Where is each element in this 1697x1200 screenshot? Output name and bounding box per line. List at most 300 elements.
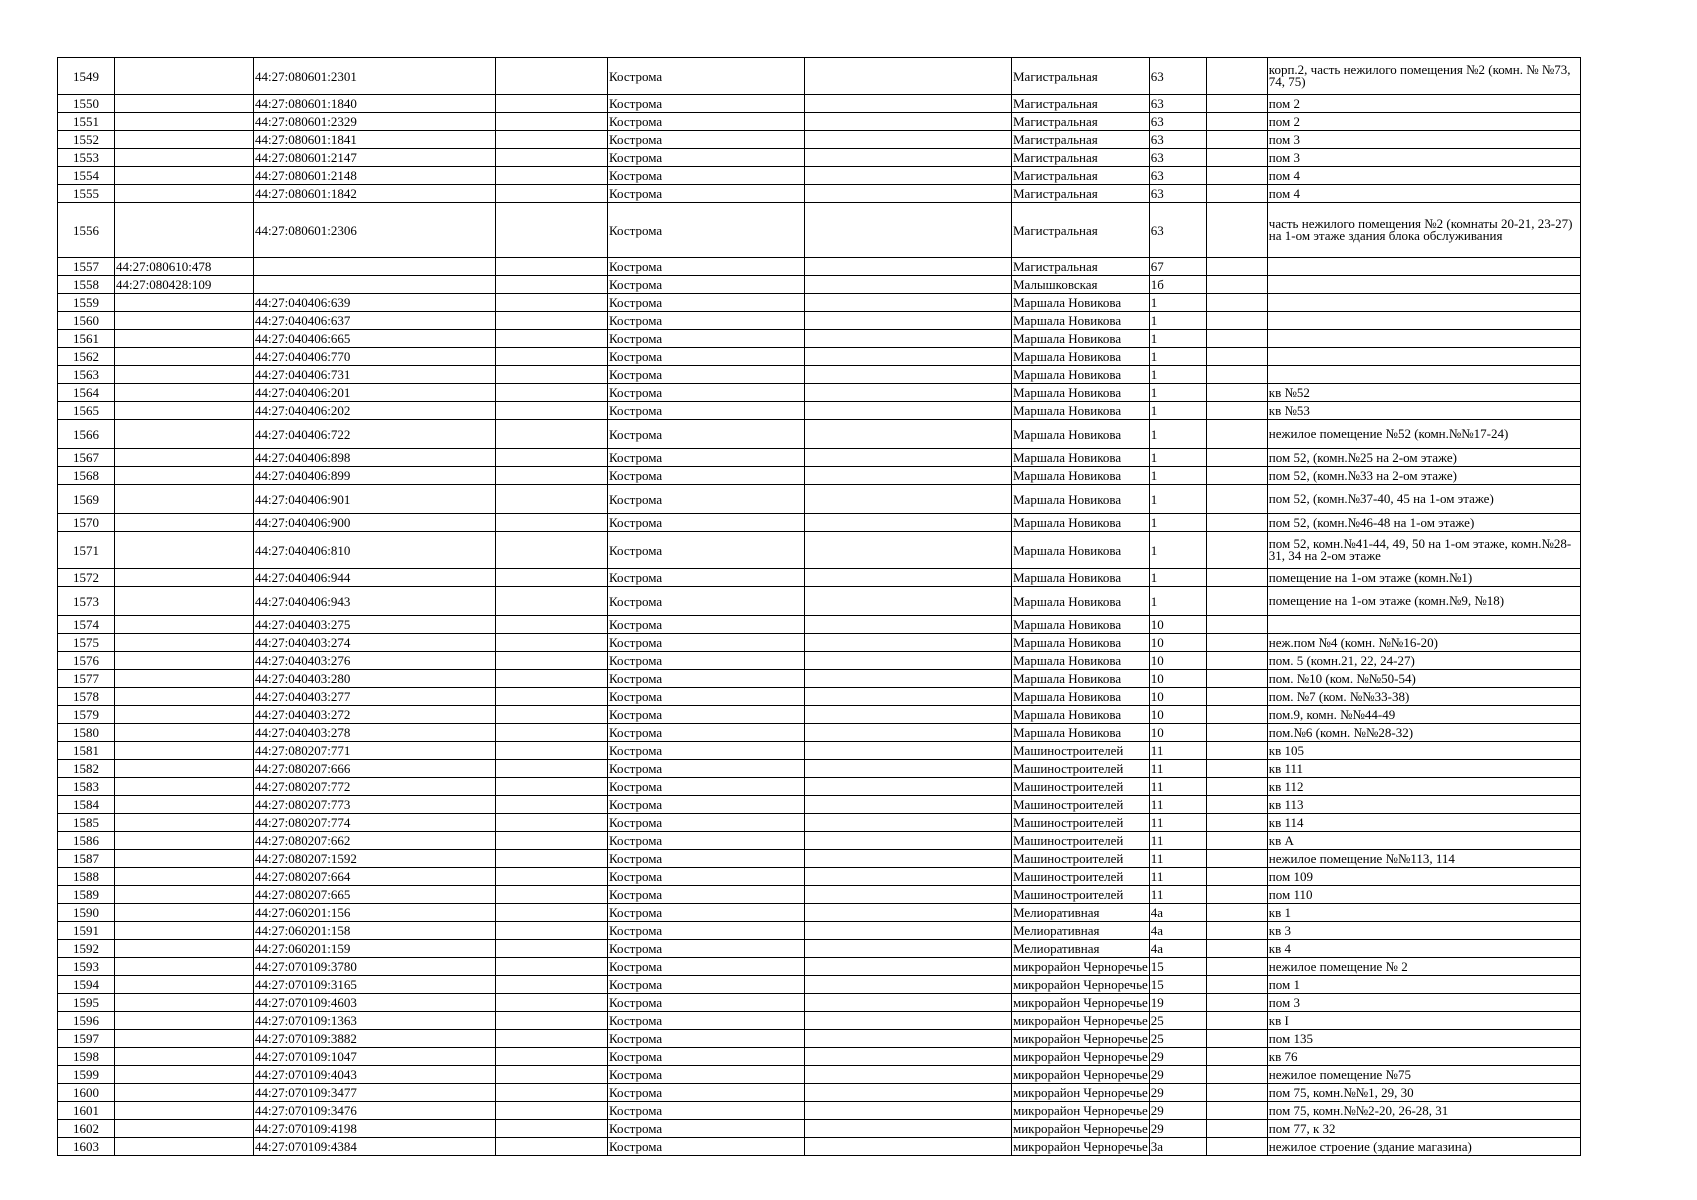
empty-cell: [805, 467, 1012, 485]
empty-cell: [1206, 366, 1267, 384]
note-cell: кв А: [1267, 832, 1580, 850]
empty-cell: [496, 330, 608, 348]
note-cell: пом 3: [1267, 994, 1580, 1012]
note-cell: пом 109: [1267, 868, 1580, 886]
city-cell: Кострома: [608, 532, 805, 569]
table-row: [58, 587, 1581, 616]
house-cell: 63: [1149, 203, 1206, 258]
empty-cell: [496, 294, 608, 312]
street-cell: Маршала Новикова: [1012, 294, 1150, 312]
street-cell: Маршала Новикова: [1012, 688, 1150, 706]
empty-cell: [1206, 1048, 1267, 1066]
empty-cell: [805, 485, 1012, 514]
city-cell: Кострома: [608, 760, 805, 778]
empty-cell: [1206, 113, 1267, 131]
land-cadastral-cell: [115, 1012, 254, 1030]
street-cell: Маршала Новикова: [1012, 312, 1150, 330]
cadastral-number-cell: 44:27:070109:3780: [254, 958, 496, 976]
note-cell: пом 75, комн.№№2-20, 26-28, 31: [1267, 1102, 1580, 1120]
city-cell: Кострома: [608, 688, 805, 706]
house-cell: 1: [1149, 294, 1206, 312]
house-cell: 1: [1149, 348, 1206, 366]
empty-cell: [496, 652, 608, 670]
note-cell: [1267, 330, 1580, 348]
note-cell: пом.№6 (комн. №№28-32): [1267, 724, 1580, 742]
empty-cell: [1206, 330, 1267, 348]
empty-cell: [496, 940, 608, 958]
note-cell: пом 4: [1267, 167, 1580, 185]
row-number-cell: 1563: [58, 366, 115, 384]
land-cadastral-cell: [115, 760, 254, 778]
row-number-cell: 1561: [58, 330, 115, 348]
city-cell: Кострома: [608, 258, 805, 276]
street-cell: микрорайон Черноречье: [1013, 1121, 1148, 1136]
house-cell: 10: [1149, 616, 1206, 634]
land-cadastral-cell: [115, 1030, 254, 1048]
note-cell: помещение на 1-ом этаже (комн.№1): [1267, 569, 1580, 587]
table-row: [58, 1012, 1581, 1030]
table-row: [58, 294, 1581, 312]
empty-cell: [1206, 276, 1267, 294]
cadastral-number-cell: 44:27:080207:665: [254, 886, 496, 904]
empty-cell: [1206, 976, 1267, 994]
cadastral-number-cell: 44:27:060201:159: [254, 940, 496, 958]
land-cadastral-cell: [115, 670, 254, 688]
table-row: [58, 688, 1581, 706]
city-cell: Кострома: [608, 1048, 805, 1066]
table-row: [58, 258, 1581, 276]
table-row: [58, 1048, 1581, 1066]
street-cell: Маршала Новикова: [1012, 348, 1150, 366]
cadastral-number-cell: 44:27:070109:3165: [254, 976, 496, 994]
row-number-cell: 1558: [58, 276, 115, 294]
empty-cell: [496, 467, 608, 485]
row-number-cell: 1574: [58, 616, 115, 634]
empty-cell: [805, 514, 1012, 532]
city-cell: Кострома: [608, 1066, 805, 1084]
land-cadastral-cell: [115, 778, 254, 796]
row-number-cell: 1571: [58, 532, 115, 569]
street-cell: Маршала Новикова: [1012, 532, 1150, 569]
table-row: [58, 634, 1581, 652]
empty-cell: [496, 634, 608, 652]
note-cell: кв 105: [1267, 742, 1580, 760]
city-cell: Кострома: [608, 814, 805, 832]
house-cell: 15: [1149, 976, 1206, 994]
empty-cell: [805, 1066, 1012, 1084]
street-cell: микрорайон Черноречье: [1013, 977, 1148, 992]
empty-cell: [496, 994, 608, 1012]
empty-cell: [1206, 58, 1267, 95]
cadastral-number-cell: 44:27:080601:1842: [254, 185, 496, 203]
land-cadastral-cell: [115, 1102, 254, 1120]
empty-cell: [805, 294, 1012, 312]
cadastral-number-cell: 44:27:040406:899: [254, 467, 496, 485]
city-cell: Кострома: [608, 976, 805, 994]
empty-cell: [1206, 670, 1267, 688]
land-cadastral-cell: [115, 449, 254, 467]
street-cell: Машиностроителей: [1012, 814, 1150, 832]
empty-cell: [496, 1138, 608, 1156]
street-cell: Маршала Новикова: [1012, 569, 1150, 587]
note-cell: кв I: [1267, 1012, 1580, 1030]
street-cell: Маршала Новикова: [1012, 485, 1150, 514]
street-cell: микрорайон Черноречье: [1013, 1103, 1148, 1118]
empty-cell: [1206, 1030, 1267, 1048]
house-cell: 1: [1149, 514, 1206, 532]
street-cell: Магистральная: [1012, 95, 1150, 113]
row-number-cell: 1569: [58, 485, 115, 514]
cadastral-number-cell: 44:27:070109:4603: [254, 994, 496, 1012]
note-cell: пом. 5 (комн.21, 22, 24-27): [1267, 652, 1580, 670]
empty-cell: [805, 814, 1012, 832]
empty-cell: [805, 312, 1012, 330]
empty-cell: [805, 652, 1012, 670]
house-cell: 63: [1149, 95, 1206, 113]
table-row: [58, 940, 1581, 958]
house-cell: 4а: [1149, 940, 1206, 958]
land-cadastral-cell: [115, 724, 254, 742]
empty-cell: [1206, 886, 1267, 904]
house-cell: 10: [1149, 688, 1206, 706]
table-row: [58, 742, 1581, 760]
note-cell: часть нежилого помещения №2 (комнаты 20-21, 23-27) на 1-ом этаже здания блока обслуживания: [1267, 203, 1580, 258]
note-cell: пом 75, комн.№№1, 29, 30: [1267, 1084, 1580, 1102]
note-cell: помещение на 1-ом этаже (комн.№9, №18): [1267, 587, 1580, 616]
row-number-cell: 1601: [58, 1102, 115, 1120]
empty-cell: [496, 485, 608, 514]
street-cell: Магистральная: [1012, 113, 1150, 131]
note-cell: пом 110: [1267, 886, 1580, 904]
city-cell: Кострома: [608, 634, 805, 652]
table-row: [58, 1120, 1581, 1138]
land-cadastral-cell: [115, 149, 254, 167]
empty-cell: [1206, 514, 1267, 532]
empty-cell: [496, 886, 608, 904]
table-row: [58, 131, 1581, 149]
city-cell: Кострома: [608, 113, 805, 131]
house-cell: 63: [1149, 113, 1206, 131]
row-number-cell: 1564: [58, 384, 115, 402]
street-cell: Маршала Новикова: [1012, 706, 1150, 724]
empty-cell: [496, 587, 608, 616]
empty-cell: [1206, 958, 1267, 976]
row-number-cell: 1553: [58, 149, 115, 167]
empty-cell: [805, 742, 1012, 760]
table-row: [58, 532, 1581, 569]
street-cell: Машиностроителей: [1012, 742, 1150, 760]
street-cell: микрорайон Черноречье: [1013, 1067, 1148, 1082]
cadastral-number-cell: 44:27:070109:3882: [254, 1030, 496, 1048]
note-cell: пом. №7 (ком. №№33-38): [1267, 688, 1580, 706]
house-cell: 63: [1149, 58, 1206, 95]
table-row: [58, 485, 1581, 514]
empty-cell: [496, 131, 608, 149]
row-number-cell: 1581: [58, 742, 115, 760]
note-cell: неж.пом №4 (комн. №№16-20): [1267, 634, 1580, 652]
note-cell: кв 111: [1267, 760, 1580, 778]
empty-cell: [805, 1102, 1012, 1120]
house-cell: 11: [1149, 742, 1206, 760]
empty-cell: [805, 384, 1012, 402]
land-cadastral-cell: [115, 95, 254, 113]
city-cell: Кострома: [608, 994, 805, 1012]
house-cell: 1: [1149, 485, 1206, 514]
row-number-cell: 1588: [58, 868, 115, 886]
street-cell: микрорайон Черноречье: [1013, 1031, 1148, 1046]
land-cadastral-cell: [115, 58, 254, 95]
street-cell: Магистральная: [1012, 58, 1150, 95]
street-cell: Магистральная: [1012, 185, 1150, 203]
house-cell: 25: [1149, 1012, 1206, 1030]
row-number-cell: 1578: [58, 688, 115, 706]
cadastral-number-cell: 44:27:040406:637: [254, 312, 496, 330]
table-row: [58, 366, 1581, 384]
row-number-cell: 1552: [58, 131, 115, 149]
house-cell: 1: [1149, 312, 1206, 330]
empty-cell: [496, 276, 608, 294]
row-number-cell: 1582: [58, 760, 115, 778]
cadastral-number-cell: 44:27:070109:3476: [254, 1102, 496, 1120]
cadastral-number-cell: 44:27:040403:278: [254, 724, 496, 742]
empty-cell: [496, 514, 608, 532]
land-cadastral-cell: [115, 742, 254, 760]
table-row: [58, 1066, 1581, 1084]
city-cell: Кострома: [608, 330, 805, 348]
empty-cell: [805, 95, 1012, 113]
note-cell: корп.2, часть нежилого помещения №2 (комн. № №73, 74, 75): [1267, 58, 1580, 95]
note-cell: пом 135: [1267, 1030, 1580, 1048]
row-number-cell: 1584: [58, 796, 115, 814]
land-cadastral-cell: 44:27:080428:109: [115, 276, 254, 294]
note-cell: кв 114: [1267, 814, 1580, 832]
note-cell: кв №52: [1267, 384, 1580, 402]
empty-cell: [496, 258, 608, 276]
cadastral-number-cell: 44:27:080601:2306: [254, 203, 496, 258]
empty-cell: [1206, 940, 1267, 958]
house-cell: 10: [1149, 634, 1206, 652]
note-cell: пом 52, (комн.№25 на 2-ом этаже): [1267, 449, 1580, 467]
street-cell: Мелиоративная: [1012, 940, 1150, 958]
city-cell: Кострома: [608, 922, 805, 940]
empty-cell: [1206, 532, 1267, 569]
cadastral-number-cell: 44:27:040403:276: [254, 652, 496, 670]
cadastral-number-cell: 44:27:040406:770: [254, 348, 496, 366]
note-cell: кв 4: [1267, 940, 1580, 958]
cadastral-number-cell: 44:27:040406:731: [254, 366, 496, 384]
street-cell: Маршала Новикова: [1012, 514, 1150, 532]
table-row: [58, 796, 1581, 814]
cadastral-number-cell: 44:27:070109:4043: [254, 1066, 496, 1084]
house-cell: 1: [1149, 330, 1206, 348]
cadastral-number-cell: 44:27:040406:944: [254, 569, 496, 587]
cadastral-number-cell: 44:27:040406:202: [254, 402, 496, 420]
empty-cell: [496, 706, 608, 724]
row-number-cell: 1603: [58, 1138, 115, 1156]
note-cell: пом. №10 (ком. №№50-54): [1267, 670, 1580, 688]
land-cadastral-cell: [115, 1120, 254, 1138]
empty-cell: [496, 348, 608, 366]
street-cell: Маршала Новикова: [1012, 384, 1150, 402]
empty-cell: [1206, 1120, 1267, 1138]
empty-cell: [1206, 1102, 1267, 1120]
table-row: [58, 922, 1581, 940]
empty-cell: [496, 449, 608, 467]
house-cell: 1: [1149, 587, 1206, 616]
empty-cell: [805, 131, 1012, 149]
note-cell: [1267, 258, 1580, 276]
empty-cell: [1206, 832, 1267, 850]
city-cell: Кострома: [608, 131, 805, 149]
city-cell: Кострома: [608, 1012, 805, 1030]
city-cell: Кострома: [608, 742, 805, 760]
empty-cell: [805, 532, 1012, 569]
table-row: [58, 1138, 1581, 1156]
land-cadastral-cell: [115, 366, 254, 384]
cadastral-number-cell: 44:27:060201:158: [254, 922, 496, 940]
empty-cell: [805, 1048, 1012, 1066]
empty-cell: [1206, 384, 1267, 402]
land-cadastral-cell: [115, 587, 254, 616]
empty-cell: [805, 258, 1012, 276]
row-number-cell: 1562: [58, 348, 115, 366]
house-cell: 63: [1149, 185, 1206, 203]
city-cell: Кострома: [608, 95, 805, 113]
house-cell: 4а: [1149, 904, 1206, 922]
note-cell: кв 113: [1267, 796, 1580, 814]
house-cell: 29: [1149, 1066, 1206, 1084]
street-cell: микрорайон Черноречье: [1013, 1139, 1148, 1154]
house-cell: 63: [1149, 149, 1206, 167]
note-cell: [1267, 616, 1580, 634]
house-cell: 19: [1149, 994, 1206, 1012]
note-cell: [1267, 348, 1580, 366]
table-row: [58, 1084, 1581, 1102]
house-cell: 1: [1149, 449, 1206, 467]
empty-cell: [496, 688, 608, 706]
city-cell: Кострома: [608, 868, 805, 886]
row-number-cell: 1598: [58, 1048, 115, 1066]
row-number-cell: 1595: [58, 994, 115, 1012]
city-cell: Кострома: [608, 276, 805, 294]
house-cell: 63: [1149, 131, 1206, 149]
land-cadastral-cell: [115, 1084, 254, 1102]
street-cell: Машиностроителей: [1012, 832, 1150, 850]
empty-cell: [1206, 402, 1267, 420]
cadastral-number-cell: 44:27:040403:280: [254, 670, 496, 688]
land-cadastral-cell: [115, 402, 254, 420]
empty-cell: [1206, 652, 1267, 670]
land-cadastral-cell: [115, 958, 254, 976]
cadastral-number-cell: 44:27:080207:771: [254, 742, 496, 760]
empty-cell: [805, 113, 1012, 131]
row-number-cell: 1573: [58, 587, 115, 616]
cadastral-number-cell: 44:27:080207:664: [254, 868, 496, 886]
table-row: [58, 868, 1581, 886]
empty-cell: [496, 814, 608, 832]
land-cadastral-cell: [115, 1048, 254, 1066]
empty-cell: [496, 760, 608, 778]
empty-cell: [496, 670, 608, 688]
empty-cell: [496, 976, 608, 994]
empty-cell: [805, 688, 1012, 706]
empty-cell: [805, 868, 1012, 886]
city-cell: Кострома: [608, 940, 805, 958]
street-cell: Магистральная: [1012, 149, 1150, 167]
row-number-cell: 1559: [58, 294, 115, 312]
street-cell: Маршала Новикова: [1012, 467, 1150, 485]
city-cell: Кострома: [608, 569, 805, 587]
cadastral-number-cell: 44:27:080601:1841: [254, 131, 496, 149]
cadastral-number-cell: 44:27:040406:898: [254, 449, 496, 467]
city-cell: Кострома: [608, 149, 805, 167]
row-number-cell: 1554: [58, 167, 115, 185]
note-cell: пом 52, (комн.№37-40, 45 на 1-ом этаже): [1267, 485, 1580, 514]
street-cell: Маршала Новикова: [1012, 366, 1150, 384]
cadastral-number-cell: 44:27:080601:2147: [254, 149, 496, 167]
note-cell: кв 3: [1267, 922, 1580, 940]
row-number-cell: 1587: [58, 850, 115, 868]
land-cadastral-cell: [115, 832, 254, 850]
house-cell: 10: [1149, 652, 1206, 670]
registry-table: [57, 57, 1581, 1156]
house-cell: 29: [1149, 1120, 1206, 1138]
street-cell: Маршала Новикова: [1012, 634, 1150, 652]
land-cadastral-cell: [115, 167, 254, 185]
row-number-cell: 1556: [58, 203, 115, 258]
empty-cell: [496, 402, 608, 420]
empty-cell: [805, 922, 1012, 940]
table-row: [58, 467, 1581, 485]
table-row: [58, 724, 1581, 742]
table-row: [58, 185, 1581, 203]
street-cell: Магистральная: [1012, 167, 1150, 185]
street-cell: микрорайон Черноречье: [1013, 1085, 1148, 1100]
house-cell: 10: [1149, 706, 1206, 724]
land-cadastral-cell: [115, 634, 254, 652]
city-cell: Кострома: [608, 167, 805, 185]
city-cell: Кострома: [608, 185, 805, 203]
row-number-cell: 1600: [58, 1084, 115, 1102]
empty-cell: [1206, 706, 1267, 724]
note-cell: пом 2: [1267, 95, 1580, 113]
house-cell: 11: [1149, 778, 1206, 796]
city-cell: Кострома: [608, 384, 805, 402]
empty-cell: [805, 832, 1012, 850]
land-cadastral-cell: [115, 384, 254, 402]
empty-cell: [496, 1120, 608, 1138]
house-cell: 11: [1149, 796, 1206, 814]
note-cell: пом 3: [1267, 149, 1580, 167]
empty-cell: [496, 366, 608, 384]
empty-cell: [496, 904, 608, 922]
row-number-cell: 1589: [58, 886, 115, 904]
empty-cell: [1206, 814, 1267, 832]
table-row: [58, 312, 1581, 330]
street-cell: Машиностроителей: [1012, 778, 1150, 796]
cadastral-number-cell: 44:27:040406:201: [254, 384, 496, 402]
empty-cell: [1206, 449, 1267, 467]
land-cadastral-cell: [115, 994, 254, 1012]
street-cell: Магистральная: [1012, 258, 1150, 276]
empty-cell: [805, 1138, 1012, 1156]
house-cell: 67: [1149, 258, 1206, 276]
empty-cell: [805, 994, 1012, 1012]
empty-cell: [1206, 724, 1267, 742]
table-row: [58, 58, 1581, 95]
street-cell: Малышковская: [1012, 276, 1150, 294]
note-cell: кв №53: [1267, 402, 1580, 420]
